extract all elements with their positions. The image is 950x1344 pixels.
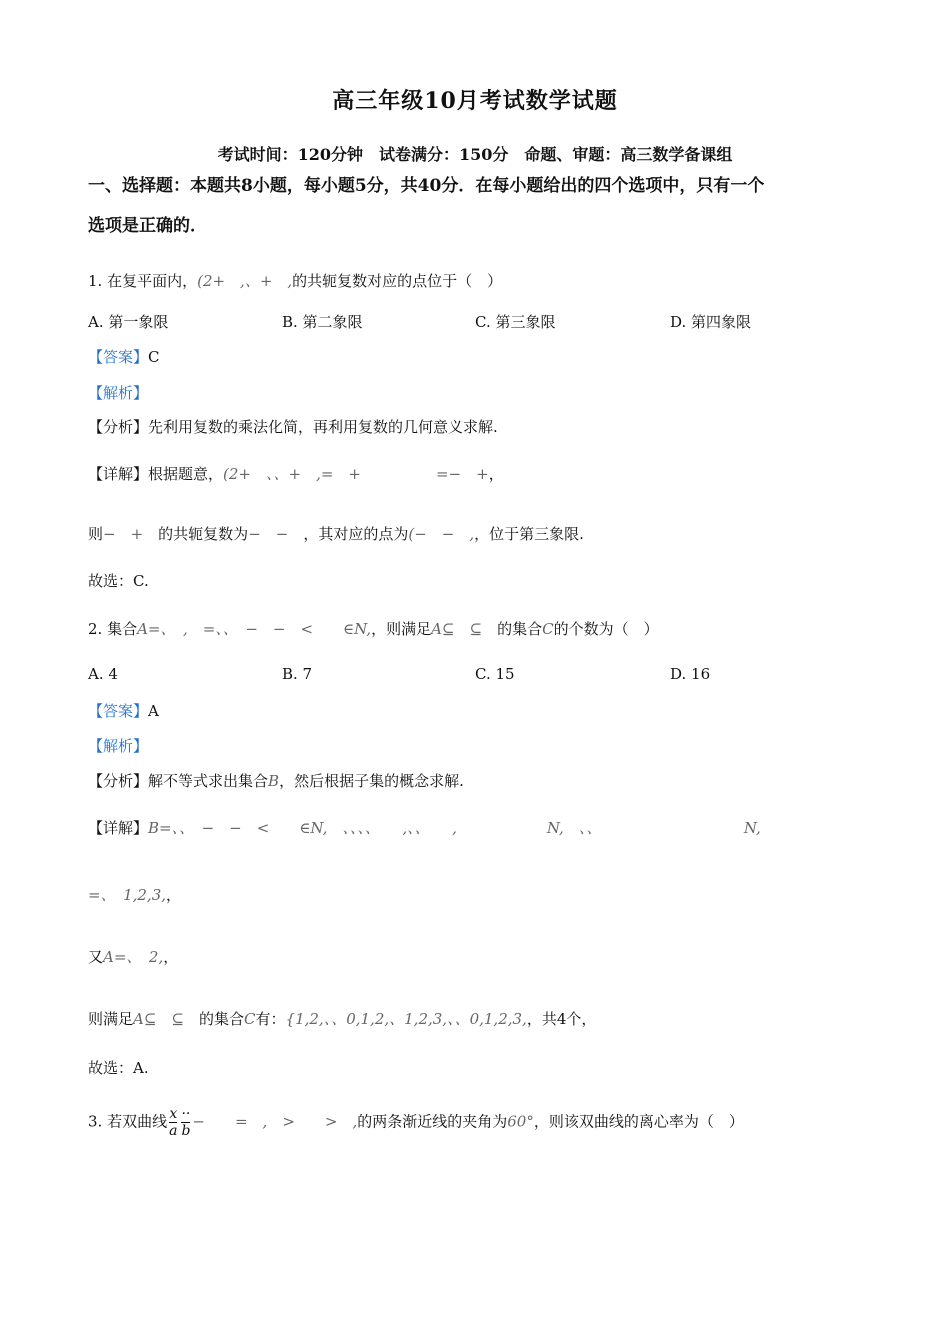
q2-mid2: 的集合 [497, 620, 543, 638]
q2-option-d: D. 16 [670, 665, 711, 683]
q2-option-a: A. 4 [88, 665, 118, 683]
q2-then-text-b: 的集合 [199, 1010, 245, 1028]
q2-math3: C [542, 620, 554, 638]
q2-then-text-d: ，共4个， [526, 1010, 597, 1028]
q2-fenxi-text-a: 解不等式求出集合 [148, 772, 269, 790]
q1-xiangjie-math: (2+ 、、+ ,= + =− + [223, 465, 489, 483]
q1-xiangjie [88, 463, 504, 484]
page-title: 高三年级10月考试数学试题 [332, 88, 618, 114]
q2-eq-math: =、 1,2,3, [88, 886, 167, 904]
q3-frac1-den: a [169, 1123, 178, 1139]
q1-line2-text-c: ，其对应的点为 [303, 525, 409, 543]
q3-math: − = , > > , [192, 1112, 358, 1131]
q1-line2-math3: (− − , [408, 525, 475, 543]
q1-analysis-tag [88, 382, 148, 403]
q1-fenxi-tag: 【分析】 [88, 418, 149, 436]
q2-xiangjie [88, 817, 761, 838]
q3-fraction-x-over-a [169, 1106, 177, 1139]
q2-xiangjie-math: B=、、 − − < ∈N, 、、、、 ,、、 , N, 、、 N, [148, 819, 761, 837]
q2-fenxi [88, 770, 464, 791]
q2-you-text: 又 [88, 948, 104, 966]
q2-then-math2: C [244, 1010, 256, 1028]
q2-prefix: 2. 集合 [88, 620, 138, 638]
q2-option-b: B. 7 [282, 665, 313, 683]
q2-answer-tag: 【答案】 [88, 702, 149, 720]
q3-prefix: 3. 若双曲线 [88, 1112, 168, 1131]
q1-line2-math1: − + [103, 525, 144, 543]
q2-set-a [88, 946, 178, 967]
q2-then-math3: {1,2,、、0,1,2,、1,2,3,、、0,1,2,3, [285, 1010, 527, 1028]
q2-conclusion: 故选：A. [88, 1059, 149, 1077]
q1-line2-text-d: ，位于第三象限. [474, 525, 584, 543]
q1-fenxi [88, 416, 498, 437]
q1-option-a: A. 第一象限 [88, 313, 169, 331]
exam-info: 考试时间：120分钟 试卷满分：150分 命题、审题：高三数学备课组 [217, 145, 733, 164]
q1-suffix: 的共轭复数对应的点位于（ ） [292, 272, 503, 290]
q2-math2: A⊆ ⊆ [431, 620, 483, 638]
q2-fenxi-math: B [268, 772, 280, 790]
q3-mid: 的两条渐近线的夹角为 [357, 1112, 508, 1131]
q2-then-text-a: 则满足 [88, 1010, 134, 1028]
q1-option-d: D. 第四象限 [670, 313, 752, 331]
q3-frac2-num: ·· [181, 1106, 191, 1122]
q3-frac2-den: b [181, 1123, 191, 1139]
q2-set-b-result [88, 884, 181, 905]
q1-xiangjie-prefix: 根据题意， [148, 465, 224, 483]
q3-angle: 60° [507, 1112, 534, 1131]
q1-prefix: 1. 在复平面内， [88, 272, 198, 290]
q2-fenxi-text-b: ，然后根据子集的概念求解. [279, 772, 464, 790]
question-1 [88, 270, 502, 291]
q1-math: (2+ ,、+ , [197, 272, 293, 290]
q2-suffix: 的个数为（ ） [553, 620, 659, 638]
q2-then-math1: A⊆ ⊆ [133, 1010, 184, 1028]
q1-xiangjie-suffix: ， [488, 465, 504, 483]
q1-answer-value: C [148, 348, 160, 366]
q1-answer-tag: 【答案】 [88, 348, 149, 366]
q1-conjugate-line [88, 523, 584, 544]
q3-fraction-y-over-b [181, 1106, 190, 1139]
q3-suffix: ，则该双曲线的离心率为（ ） [533, 1112, 744, 1131]
q2-math1: A=、 , =、、 − − < ∈N, [137, 620, 372, 638]
section-heading [88, 166, 878, 246]
q1-line2-text-b: 的共轭复数为 [158, 525, 249, 543]
q2-option-c: C. 15 [475, 665, 515, 683]
question-3 [88, 1106, 744, 1139]
section-heading-line2: 选项是正确的． [88, 216, 207, 236]
q1-option-c: C. 第三象限 [475, 313, 556, 331]
q2-xiangjie-tag: 【详解】 [88, 819, 149, 837]
section-heading-line1: 一、选择题：本题共8小题，每小题5分，共40分．在每小题给出的四个选项中，只有一个 [88, 176, 765, 196]
q2-sets-list [88, 1008, 596, 1029]
q1-conclusion: 故选：C. [88, 572, 149, 590]
q2-fenxi-tag: 【分析】 [88, 772, 149, 790]
q1-xiangjie-tag: 【详解】 [88, 465, 149, 483]
q1-line2-text-a: 则 [88, 525, 104, 543]
q2-answer [88, 700, 159, 721]
q1-answer [88, 346, 160, 367]
q2-analysis-tag [88, 735, 148, 756]
q3-frac1-num: x [169, 1106, 178, 1122]
q1-option-b: B. 第二象限 [282, 313, 363, 331]
q2-you-math: A=、 2, [103, 948, 164, 966]
q2-mid: ，则满足 [371, 620, 432, 638]
q1-jiexi-tag: 【解析】 [88, 384, 149, 402]
q2-then-text-c: 有： [255, 1010, 286, 1028]
q2-eq-suffix: ， [166, 886, 182, 904]
question-2 [88, 618, 659, 639]
q2-answer-value: A [148, 702, 159, 720]
q1-fenxi-text: 先利用复数的乘法化简，再利用复数的几何意义求解. [148, 418, 498, 436]
q1-line2-math2: − − [248, 525, 289, 543]
q2-you-suffix: ， [163, 948, 179, 966]
q2-jiexi-tag: 【解析】 [88, 737, 149, 755]
